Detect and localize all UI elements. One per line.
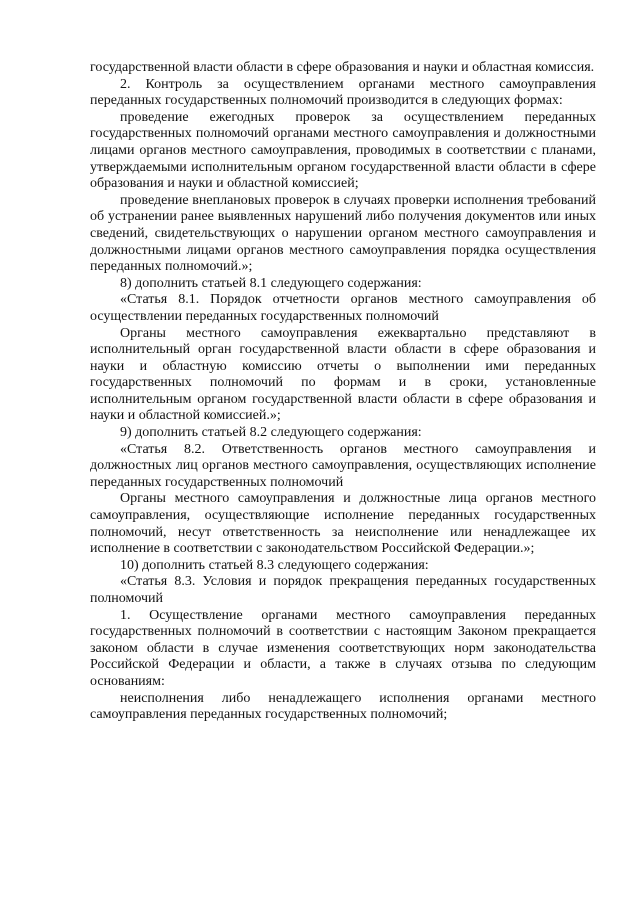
paragraph-continuation: государственной власти области в сфере образования и науки и областная комиссия.: [90, 60, 595, 75]
article-8-3-ground-1: неисполнения либо ненадлежащего исполнения органами местного самоуправления переданных государственных полномочий;: [90, 690, 596, 723]
paragraph-control-clause: 2. Контроль за осуществлением органами местного самоуправления переданных государственных полномочий производится в следующих формах:: [90, 76, 596, 109]
document-page: [90, 60, 596, 724]
paragraph-item-9: 9) дополнить статьей 8.2 следующего содержания:: [120, 425, 422, 441]
article-8-3-clause-1: 1. Осуществление органами местного самоуправления переданных государственных полномочий в соответствии с настоящим Законом прекращается законом области в случае изменения соответствующих норм законодательства Российской Федерации и области, а также в случаях отзыва по следующим основаниям:: [90, 607, 596, 689]
article-8-2-body: Органы местного самоуправления и должностные лица органов местного самоуправления, осуществляющие исполнение переданных государственных полномочий, несут ответственность за неисполнение или ненадлежащее их исполнение в соответствии с законодательством Российской Федерации.»;: [90, 491, 596, 557]
paragraph-item-8: 8) дополнить статьей 8.1 следующего содержания:: [120, 275, 422, 291]
article-8-3-heading: «Статья 8.3. Условия и порядок прекращения переданных государственных полномочий: [90, 574, 596, 606]
article-8-1-heading: «Статья 8.1. Порядок отчетности органов местного самоуправления об осуществлении переданных государственных полномочий: [90, 292, 596, 324]
paragraph-annual-inspections: проведение ежегодных проверок за осуществлением переданных государственных полномочий органами местного самоуправления и должностными лицами органов местного самоуправления, проводимых в соответствии с планами, утверждаемыми исполнительным органом государственной власти области в сфере образования и науки и областной комиссией;: [90, 109, 596, 192]
article-8-2-heading: «Статья 8.2. Ответственность органов местного самоуправления и должностных лиц органов местного самоуправления, осуществляющих исполнение переданных государственных полномочий: [90, 441, 596, 490]
article-8-1-body: Органы местного самоуправления ежеквартально представляют в исполнительный орган государственной власти области в сфере образования и науки и областную комиссию отчеты о выполнении ими переданных государственных полномочий по формам и в сроки, установленные исполнительным органом государственной власти области в сфере образования и науки и областной комиссией.»;: [90, 325, 596, 424]
paragraph-item-10: 10) дополнить статьей 8.3 следующего содержания:: [120, 557, 429, 573]
paragraph-unscheduled-inspections: проведение внеплановых проверок в случаях проверки исполнения требований об устранении ранее выявленных нарушений либо получения документов или иных сведений, свидетельствующих о нарушении органом местного самоуправления и должностными лицами органов местного самоуправления порядка осуществления переданных полномочий.»;: [90, 192, 596, 275]
